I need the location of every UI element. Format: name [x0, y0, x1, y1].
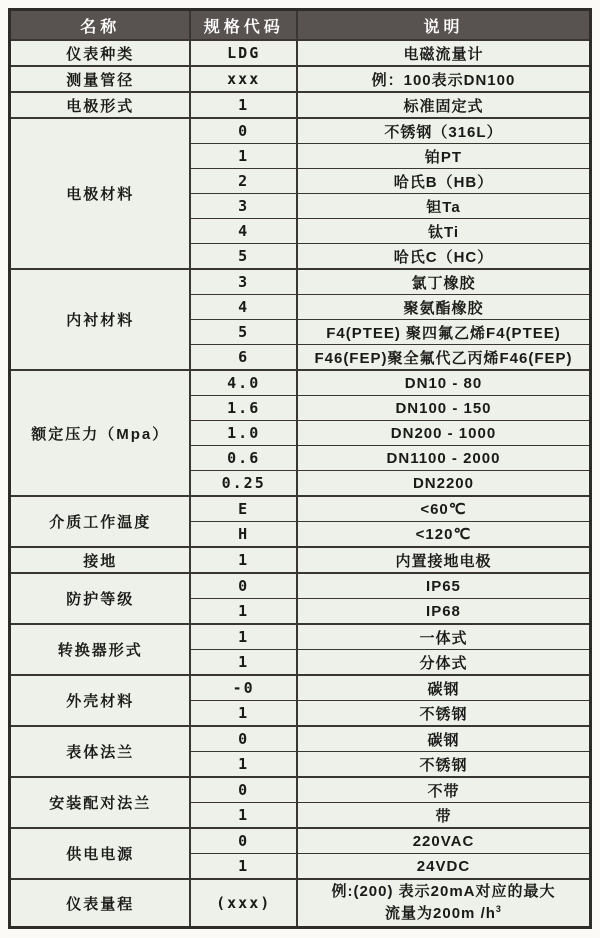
code-cell: 1.6 — [190, 396, 297, 421]
code-cell: 6 — [190, 345, 297, 371]
code-cell: 1 — [190, 92, 297, 118]
table-row — [10, 777, 591, 803]
code-cell: 1 — [190, 624, 297, 650]
table-row — [10, 496, 591, 522]
group-grounding: 接地 — [10, 547, 191, 573]
code-cell: (xxx) — [190, 879, 297, 928]
group-housing-material: 外壳材料 — [10, 675, 191, 726]
desc-cell: 内置接地电极 — [297, 547, 591, 573]
table-row — [10, 573, 591, 599]
desc-cell: DN2200 — [297, 471, 591, 497]
code-cell: 4.0 — [190, 370, 297, 396]
code-cell: 3 — [190, 269, 297, 295]
desc-cell: 不锈钢 — [297, 752, 591, 778]
desc-cell: 哈氏B（HB） — [297, 169, 591, 194]
group-pipe-diameter: 测量管径 — [10, 66, 191, 92]
desc-cell: 碳钢 — [297, 675, 591, 701]
group-mating-flange: 安装配对法兰 — [10, 777, 191, 828]
desc-cell: 钽Ta — [297, 194, 591, 219]
desc-cell: IP65 — [297, 573, 591, 599]
desc-cell: 不锈钢 — [297, 701, 591, 727]
header-desc-col: 说明 — [297, 10, 591, 41]
group-body-flange: 表体法兰 — [10, 726, 191, 777]
code-cell: 4 — [190, 219, 297, 244]
desc-cell: DN200 - 1000 — [297, 421, 591, 446]
desc-cell: 分体式 — [297, 650, 591, 676]
group-meter-range: 仪表量程 — [10, 879, 191, 928]
group-lining-material: 内衬材料 — [10, 269, 191, 370]
table-row — [10, 624, 591, 650]
desc-cell: 不锈钢（316L） — [297, 118, 591, 144]
table-row — [10, 828, 591, 854]
table-row — [10, 269, 591, 295]
desc-cell: DN100 - 150 — [297, 396, 591, 421]
group-medium-temp: 介质工作温度 — [10, 496, 191, 547]
desc-cell: F46(FEP)聚全氟代乙丙烯F46(FEP) — [297, 345, 591, 371]
desc-cell: F4(PTEE) 聚四氟乙烯F4(PTEE) — [297, 320, 591, 345]
code-cell: 1.0 — [190, 421, 297, 446]
group-rated-pressure: 额定压力（Mpa） — [10, 370, 191, 496]
desc-cell: 例：100表示DN100 — [297, 66, 591, 92]
table-row — [10, 726, 591, 752]
desc-cell: IP68 — [297, 599, 591, 625]
code-cell: 0 — [190, 777, 297, 803]
desc-cell: 一体式 — [297, 624, 591, 650]
desc-cell: 电磁流量计 — [297, 40, 591, 66]
header-code-col: 规格代码 — [190, 10, 297, 41]
table-row — [10, 879, 591, 928]
group-power-supply: 供电电源 — [10, 828, 191, 879]
code-cell: 4 — [190, 295, 297, 320]
desc-cell: 不带 — [297, 777, 591, 803]
code-cell: 0 — [190, 726, 297, 752]
desc-cell: 220VAC — [297, 828, 591, 854]
code-cell: 1 — [190, 599, 297, 625]
header-name-col: 名称 — [10, 10, 191, 41]
code-cell: 1 — [190, 803, 297, 829]
table-header-row — [10, 10, 591, 41]
table-row — [10, 92, 591, 118]
desc-cell: 哈氏C（HC） — [297, 244, 591, 270]
desc-cell: DN1100 - 2000 — [297, 446, 591, 471]
group-instrument-type: 仪表种类 — [10, 40, 191, 66]
desc-cell: DN10 - 80 — [297, 370, 591, 396]
code-cell: 5 — [190, 244, 297, 270]
spec-table — [8, 8, 592, 929]
code-cell: 3 — [190, 194, 297, 219]
code-cell: 0 — [190, 573, 297, 599]
table-row — [10, 370, 591, 396]
table-row — [10, 66, 591, 92]
code-cell: 1 — [190, 854, 297, 880]
table-row — [10, 118, 591, 144]
desc-cell: 标准固定式 — [297, 92, 591, 118]
desc-cell: 24VDC — [297, 854, 591, 880]
desc-cell: 聚氨酯橡胶 — [297, 295, 591, 320]
code-cell: LDG — [190, 40, 297, 66]
desc-cell: 碳钢 — [297, 726, 591, 752]
code-cell: xxx — [190, 66, 297, 92]
code-cell: 1 — [190, 701, 297, 727]
code-cell: 5 — [190, 320, 297, 345]
desc-cell: 钛Ti — [297, 219, 591, 244]
table-row — [10, 40, 591, 66]
code-cell: 0.25 — [190, 471, 297, 497]
range-desc-line1: 例:(200) 表示20mA对应的最大 — [331, 883, 556, 900]
desc-cell: 带 — [297, 803, 591, 829]
code-cell: 0 — [190, 828, 297, 854]
cubic-superscript: 3 — [495, 904, 502, 914]
code-cell: H — [190, 522, 297, 548]
code-cell: E — [190, 496, 297, 522]
desc-cell: 铂PT — [297, 144, 591, 169]
group-protection-rating: 防护等级 — [10, 573, 191, 624]
code-cell: 1 — [190, 650, 297, 676]
desc-cell: <120℃ — [297, 522, 591, 548]
desc-cell — [297, 879, 591, 928]
code-cell: 0.6 — [190, 446, 297, 471]
code-cell: -0 — [190, 675, 297, 701]
code-cell: 1 — [190, 144, 297, 169]
table-row — [10, 675, 591, 701]
code-cell: 1 — [190, 547, 297, 573]
table-row — [10, 547, 591, 573]
group-electrode-form: 电极形式 — [10, 92, 191, 118]
group-converter-form: 转换器形式 — [10, 624, 191, 675]
code-cell: 1 — [190, 752, 297, 778]
range-desc-line2: 流量为200m $/h^3$ — [385, 904, 502, 922]
desc-cell: <60℃ — [297, 496, 591, 522]
code-cell: 0 — [190, 118, 297, 144]
desc-cell: 氯丁橡胶 — [297, 269, 591, 295]
group-electrode-material: 电极材料 — [10, 118, 191, 269]
code-cell: 2 — [190, 169, 297, 194]
